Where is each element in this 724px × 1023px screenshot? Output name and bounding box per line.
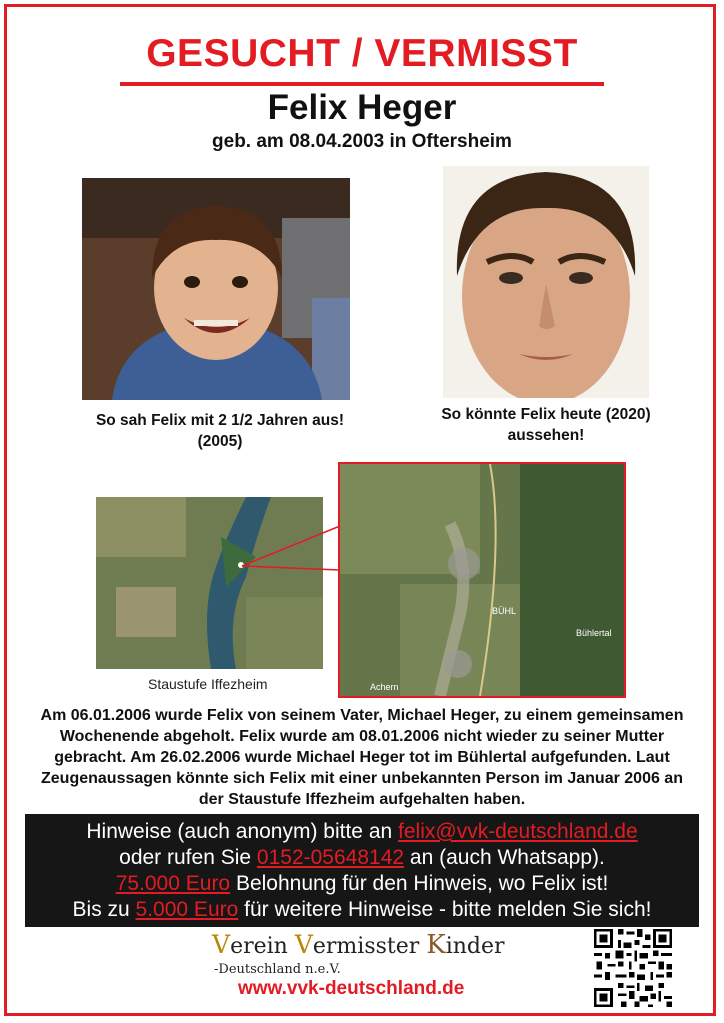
contact-box [25,814,699,927]
reward-line-2: Bis zu 5.000 Euro für weitere Hinweise - bitte melden Sie sich! [72,898,652,921]
case-description: Am 06.01.2006 wurde Felix von seinem Vater, Michael Heger, zu einem gemeinsamen Wochenende abgeholt. Felix wurde am 08.01.2006 nicht wieder zu seiner Mutter gebracht. Am 26.02.2006 wurde Michael Heger tot im Bühlertal aufgefunden. Laut Zeugenaussagen könnte sich Felix mit einer unbekannten Person im Januar 2006 an der Staustufe Iffezheim aufgehalten haben. [40,707,684,808]
missing-person-name: Felix Heger [267,88,457,127]
map-label-buehl: BÜHL [492,606,517,616]
headline-underline [120,82,604,86]
child-caption-line2: (2005) [197,433,243,450]
child-photo [82,178,350,400]
headline: GESUCHT / VERMISST [146,32,578,75]
date-2: 08.01.2006 [359,728,440,745]
qr-code[interactable] [594,929,672,1007]
date-4: 2006 [624,770,660,787]
map-caption: Staustufe Iffezheim [148,676,268,692]
adult-caption-line1: So könnte Felix heute (2020) [441,406,651,423]
website-link[interactable]: www.vvk-deutschland.de [238,978,465,999]
age-progression-photo [443,166,649,398]
map-label-achern: Achern [370,682,399,692]
date-3: 26.02.2006 [160,749,241,766]
child-photo-caption [60,410,380,452]
map-buehl-illustration [340,464,624,696]
child-photo-illustration [82,178,350,400]
email-link[interactable]: felix@vvk-deutschland.de [398,820,638,843]
organization-subtitle: -Deutschland n.e.V. [214,962,341,977]
map-buehl [338,462,626,698]
birth-info: geb. am 08.04.2003 in Oftersheim [212,131,512,152]
reward-line: 75.000 Euro Belohnung für den Hinweis, wo Felix ist! [115,872,609,895]
adult-caption-line2: aussehen! [507,427,585,444]
age-progression-illustration [443,166,649,398]
phone-link[interactable]: 0152-05648142 [256,846,405,869]
date-1: 06.01.2006 [70,707,151,724]
organization-logo: Verein Vermisster Kinder [212,930,505,960]
contact-line-email: Hinweise (auch anonym) bitte an felix@vvk-deutschland.de [86,820,638,843]
child-caption-line1: So sah Felix mit 2 1/2 Jahren aus! [95,412,345,429]
map-label-buehlertal: Bühlertal [576,628,612,638]
contact-line-phone: oder rufen Sie 0152-05648142 an (auch Whatsapp). [119,846,605,869]
reward-amount: 75.000 Euro [115,872,231,895]
zoom-connector-lines [230,520,350,580]
reward-amount-2: 5.000 Euro [135,898,239,921]
age-progression-caption [410,404,682,446]
